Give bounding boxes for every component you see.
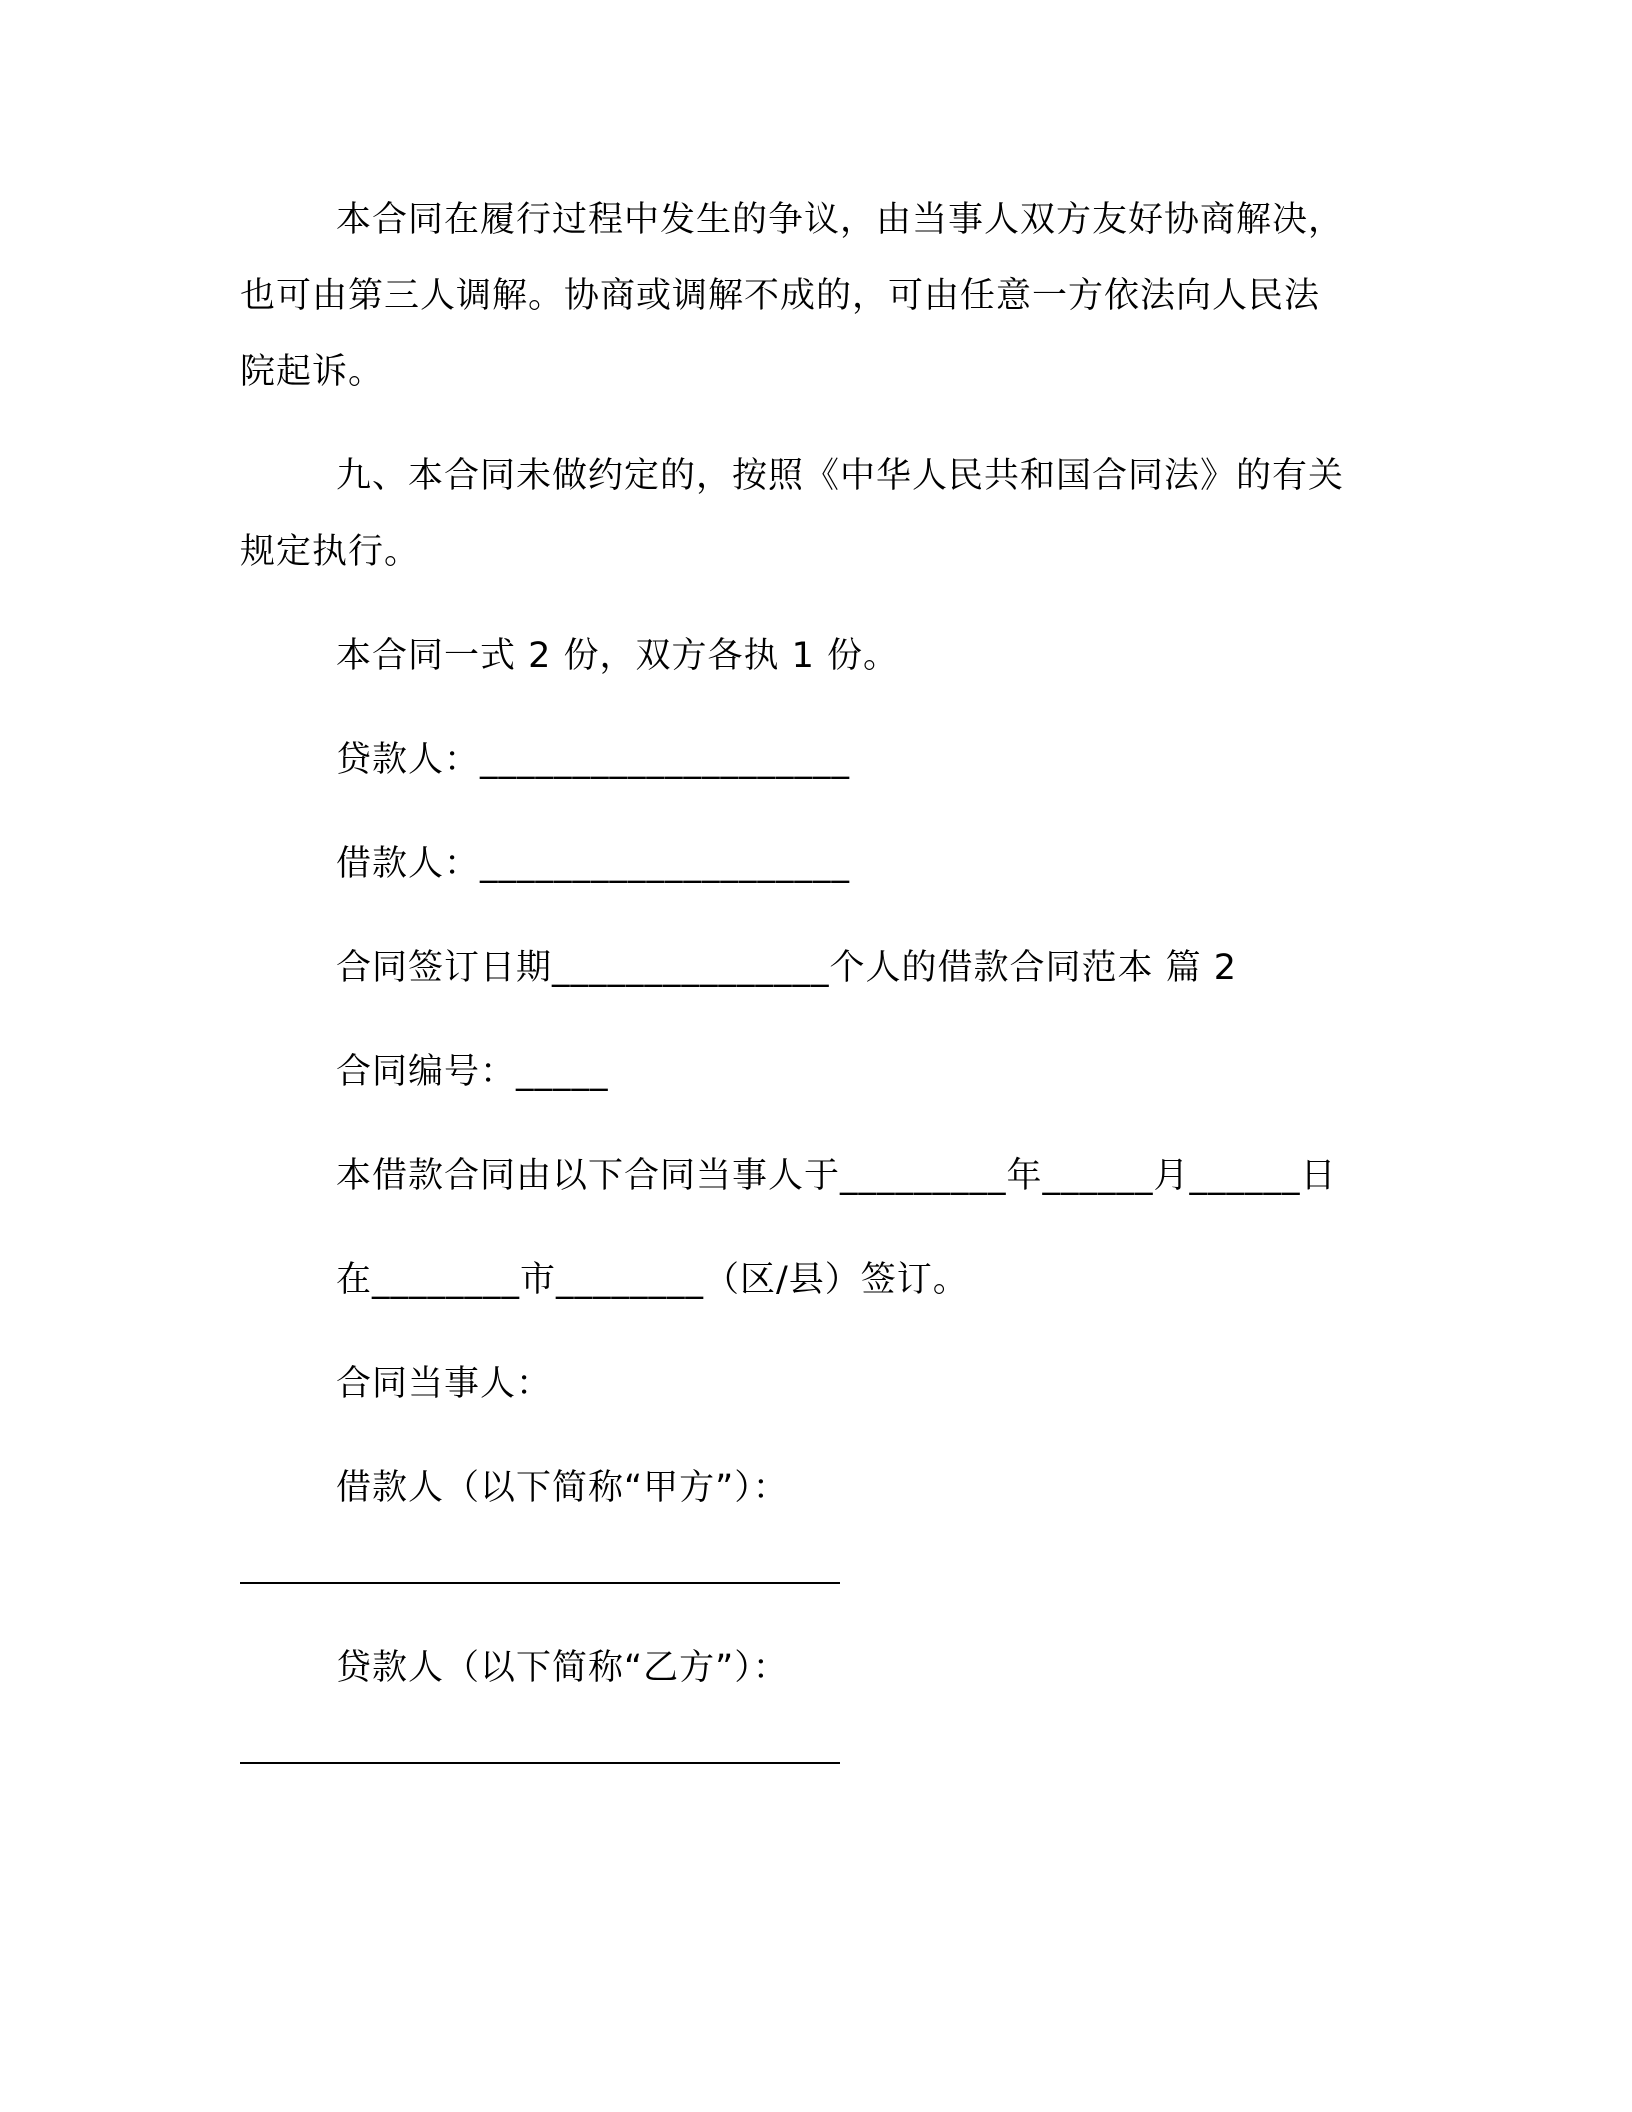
party-b-blank — [240, 1762, 840, 1764]
copies-statement: 本合同一式 2 份，双方各执 1 份。 — [336, 636, 900, 676]
dispute-paragraph-line-2: 也可由第三人调解。协商或调解不成的，可由任意一方依法向人民法 — [240, 276, 1321, 316]
clause-nine-line-1: 九、本合同未做约定的，按照《中华人民共和国合同法》的有关 — [336, 456, 1345, 496]
clause-nine-line-2: 规定执行。 — [240, 532, 421, 572]
dispute-paragraph-line-1: 本合同在履行过程中发生的争议，由当事人双方友好协商解决， — [336, 200, 1345, 240]
borrower-signature-line: 借款人：____________________ — [336, 844, 851, 884]
party-a-blank — [240, 1582, 840, 1584]
contract-number: 合同编号：_____ — [336, 1052, 609, 1092]
dispute-paragraph-line-3: 院起诉。 — [240, 352, 385, 392]
contract-date-line: 本借款合同由以下合同当事人于_________年______月______日 — [336, 1156, 1337, 1196]
lender-signature-line: 贷款人：____________________ — [336, 740, 851, 780]
parties-heading: 合同当事人： — [336, 1364, 553, 1404]
contract-place-line: 在________市________（区/县）签订。 — [336, 1260, 969, 1300]
party-b-label: 贷款人（以下简称“乙方”）： — [336, 1648, 789, 1688]
party-a-label: 借款人（以下简称“甲方”）： — [336, 1468, 789, 1508]
sign-date-and-section-title: 合同签订日期_______________个人的借款合同范本 篇 2 — [336, 948, 1238, 988]
